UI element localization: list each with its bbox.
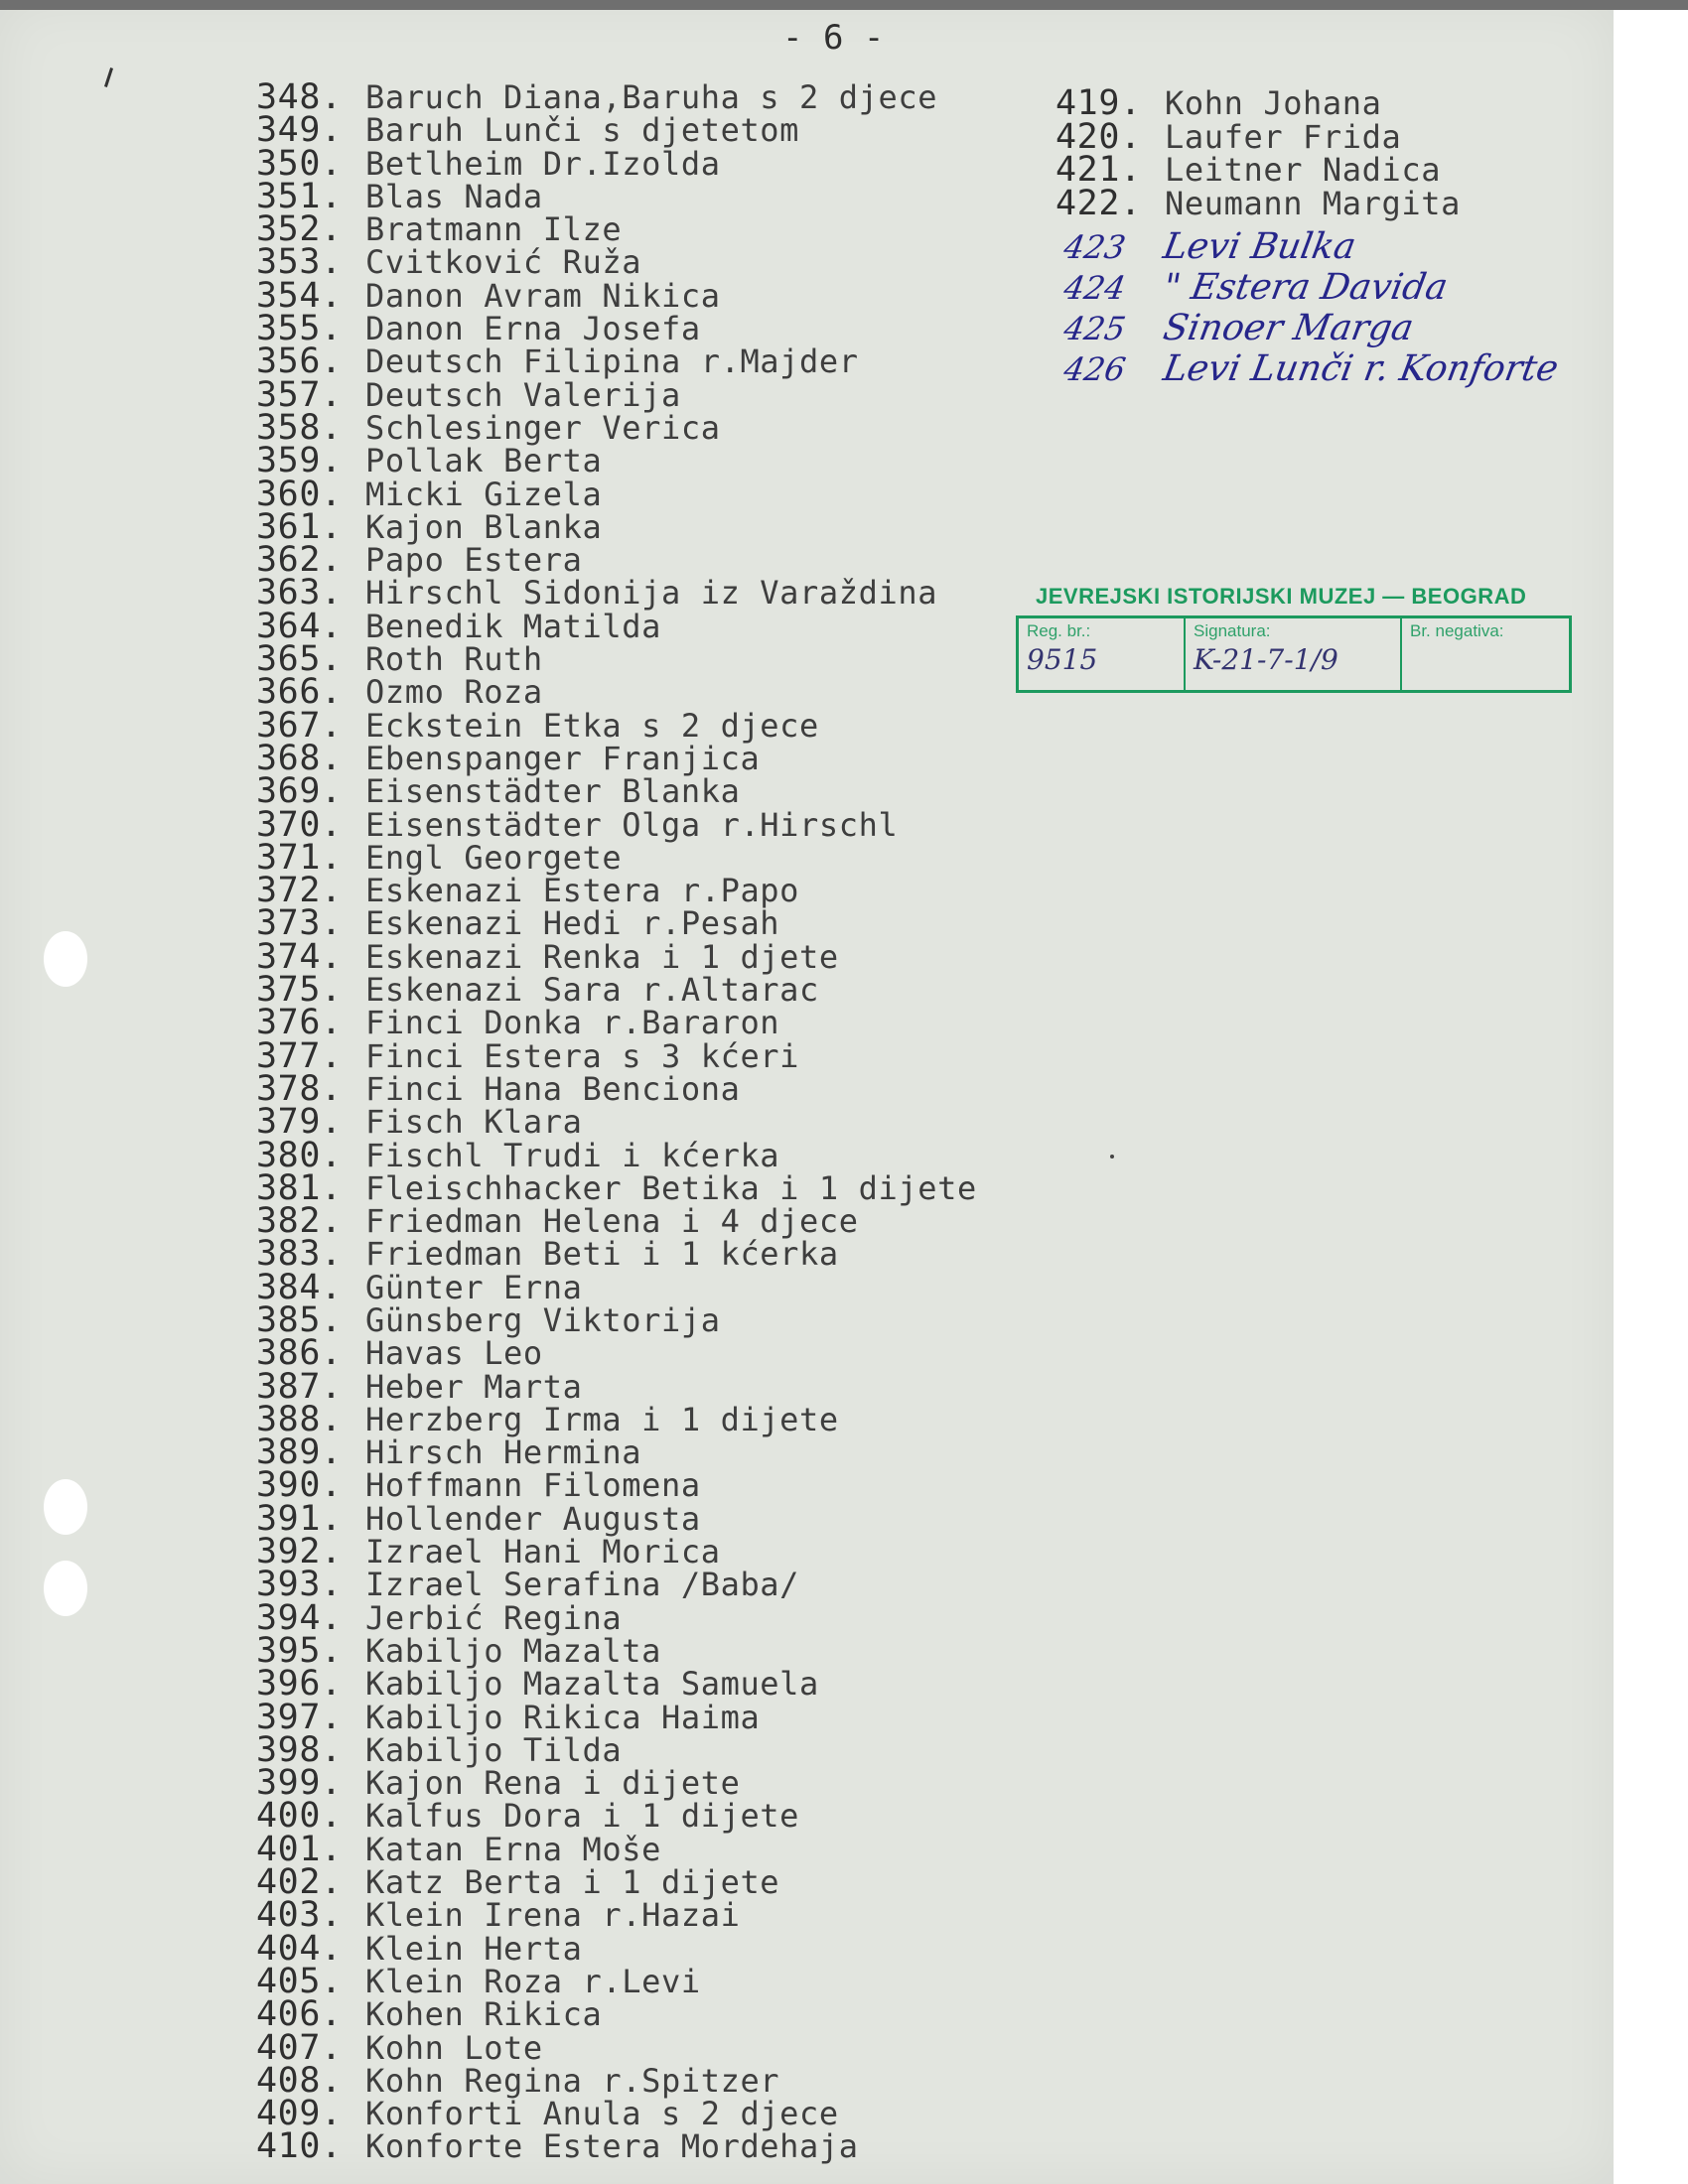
list-item (256, 275, 971, 316)
entry-number: 359. (256, 441, 343, 481)
entry-number: 391. (256, 1498, 343, 1539)
entry-number: 419. (1055, 83, 1142, 123)
entry-name: Konforte Estera Mordehaja (365, 2127, 859, 2166)
list-item (256, 1994, 971, 2035)
stamp-box (1016, 615, 1572, 693)
entry-number: 355. (256, 309, 343, 349)
entry-name: Kabiljo Rikica Haima (365, 1698, 761, 1736)
list-item (256, 407, 971, 448)
entry-number: 381. (256, 1167, 343, 1208)
entry-number: 420. (1055, 116, 1142, 157)
list-item (256, 1465, 971, 1506)
entry-name: Kohen Rikica (365, 1995, 603, 2034)
entry-name: Danon Erna Josefa (365, 310, 701, 348)
entry-name: Danon Avram Nikica (365, 276, 721, 315)
left-name-list (256, 77, 977, 2167)
list-item (1060, 267, 1623, 308)
list-item (256, 606, 971, 646)
handwritten-additions (1060, 226, 1620, 389)
entry-name: Izrael Serafina /Baba/ (365, 1566, 800, 1604)
list-item (256, 1697, 971, 1737)
entry-number: 379. (256, 1102, 343, 1143)
entry-number: 363. (256, 573, 343, 614)
list-item (256, 1829, 971, 1869)
entry-name: Levi Bulka (1160, 226, 1359, 267)
list-item (256, 1630, 971, 1671)
list-item (256, 110, 971, 151)
entry-name: Fleischhacker Betika i 1 dijete (365, 1168, 977, 1207)
list-item (1060, 308, 1623, 348)
entry-number: 367. (256, 705, 343, 746)
entry-name: Neumann Margita (1165, 184, 1461, 222)
list-item (256, 1498, 971, 1539)
entry-name: Blas Nada (365, 177, 543, 215)
entry-name: Bratmann Ilze (365, 210, 623, 249)
list-item (1055, 83, 1612, 123)
entry-number: 354. (256, 275, 343, 316)
entry-number: 386. (256, 1333, 343, 1374)
entry-number: 360. (256, 474, 343, 514)
list-item (256, 1366, 971, 1407)
list-item (256, 1928, 971, 1969)
entry-number: 401. (256, 1829, 343, 1869)
list-item (256, 1961, 971, 2001)
entry-number: 389. (256, 1433, 343, 1473)
stamp-signature-value: K-21-7-1/9 (1194, 643, 1338, 676)
list-item (256, 209, 971, 250)
entry-name: Eskenazi Sara r.Altarac (365, 971, 819, 1010)
entry-number: 403. (256, 1895, 343, 1936)
entry-number: 378. (256, 1068, 343, 1109)
entry-name: Kabiljo Tilda (365, 1730, 623, 1769)
entry-name: Kabiljo Mazalta (365, 1631, 661, 1670)
list-item (1055, 183, 1612, 223)
entry-number: 356. (256, 341, 343, 382)
pencil-mark (104, 68, 113, 87)
entry-number: 399. (256, 1763, 343, 1804)
entry-name: Kalfus Dora i 1 dijete (365, 1797, 800, 1836)
entry-number: 380. (256, 1135, 343, 1175)
stamp-signature-label: Signatura: (1194, 621, 1271, 640)
entry-number: 375. (256, 970, 343, 1011)
entry-number: 361. (256, 506, 343, 547)
entry-number: 404. (256, 1928, 343, 1969)
entry-number: 390. (256, 1465, 343, 1506)
entry-name: Klein Herta (365, 1929, 583, 1968)
entry-name: Eskenazi Estera r.Papo (365, 872, 800, 910)
entry-name: Kohn Lote (365, 2028, 543, 2067)
entry-name: Kohn Johana (1165, 84, 1382, 122)
entry-name: Eckstein Etka s 2 djece (365, 706, 819, 745)
entry-number: 374. (256, 936, 343, 977)
entry-name: Friedman Helena i 4 djece (365, 1202, 859, 1241)
list-item (256, 771, 971, 812)
list-item (256, 1234, 971, 1275)
stamp-reg-cell (1019, 618, 1186, 690)
entry-name: Kajon Blanka (365, 507, 603, 546)
list-item (256, 1135, 971, 1175)
entry-number: 394. (256, 1597, 343, 1638)
list-item (256, 2027, 971, 2068)
list-item (256, 143, 971, 184)
entry-name: Kabiljo Mazalta Samuela (365, 1665, 819, 1704)
entry-name: Günsberg Viktorija (365, 1300, 721, 1339)
entry-number: 387. (256, 1366, 343, 1407)
entry-number: 366. (256, 672, 343, 713)
entry-number: 382. (256, 1201, 343, 1242)
entry-number: 373. (256, 903, 343, 944)
right-name-list (1055, 83, 1612, 223)
stamp-negative-label: Br. negativa: (1410, 621, 1504, 640)
entry-name: Klein Roza r.Levi (365, 1962, 701, 2000)
entry-number: 423 (1060, 228, 1129, 266)
entry-name: Finci Estera s 3 kćeri (365, 1036, 800, 1075)
list-item (256, 1299, 971, 1340)
entry-name: Günter Erna (365, 1268, 583, 1306)
list-item (256, 242, 971, 283)
entry-name: Pollak Berta (365, 442, 603, 480)
entry-name: Izrael Hani Morica (365, 1533, 721, 1571)
ink-dot (1110, 1155, 1114, 1159)
list-item (256, 970, 971, 1011)
entry-name: Katz Berta i 1 dijete (365, 1863, 780, 1902)
list-item (256, 77, 971, 117)
entry-number: 421. (1055, 150, 1142, 190)
entry-name: Ozmo Roza (365, 673, 543, 712)
list-item (1060, 226, 1623, 267)
entry-number: 351. (256, 176, 343, 216)
list-item (1055, 116, 1612, 157)
punch-hole (44, 1561, 87, 1616)
entry-number: 369. (256, 771, 343, 812)
list-item (256, 1729, 971, 1770)
entry-number: 371. (256, 837, 343, 878)
page-number: - 6 - (782, 18, 885, 58)
list-item (256, 2094, 971, 2134)
entry-number: 407. (256, 2027, 343, 2068)
list-item (256, 474, 971, 514)
entry-name: Kajon Rena i dijete (365, 1764, 741, 1803)
entry-number: 395. (256, 1630, 343, 1671)
entry-name: Levi Lunči r. Konforte (1160, 348, 1562, 389)
list-item (256, 441, 971, 481)
list-item (256, 1895, 971, 1936)
museum-stamp (1016, 584, 1572, 693)
entry-name: Eisenstädter Blanka (365, 772, 741, 811)
entry-number: 376. (256, 1003, 343, 1043)
entry-name: Hirschl Sidonija iz Varaždina (365, 574, 938, 613)
entry-number: 385. (256, 1299, 343, 1340)
entry-number: 368. (256, 738, 343, 778)
entry-number: 393. (256, 1565, 343, 1605)
stamp-reg-value: 9515 (1027, 643, 1098, 676)
entry-number: 372. (256, 871, 343, 911)
entry-name: Eskenazi Hedi r.Pesah (365, 904, 780, 943)
list-item (256, 374, 971, 415)
entry-number: 425 (1060, 310, 1129, 347)
entry-name: Cvitković Ruža (365, 243, 642, 282)
entry-name: Eskenazi Renka i 1 djete (365, 937, 839, 976)
list-item (256, 1532, 971, 1572)
list-item (256, 871, 971, 911)
entry-number: 357. (256, 374, 343, 415)
list-item (256, 1399, 971, 1439)
entry-number: 406. (256, 1994, 343, 2035)
stamp-signature-cell (1186, 618, 1402, 690)
entry-name: Micki Gizela (365, 475, 603, 513)
list-item (256, 639, 971, 680)
list-item (256, 540, 971, 581)
entry-number: 365. (256, 639, 343, 680)
scan-top-edge (0, 0, 1688, 10)
entry-name: Kohn Regina r.Spitzer (365, 2061, 780, 2100)
entry-number: 410. (256, 2126, 343, 2167)
punch-hole (44, 931, 87, 987)
stamp-negative-cell (1402, 618, 1569, 690)
entry-number: 408. (256, 2060, 343, 2101)
list-item (256, 903, 971, 944)
entry-number: 402. (256, 1862, 343, 1903)
entry-number: 409. (256, 2094, 343, 2134)
entry-number: 426 (1060, 350, 1129, 388)
entry-name: Sinoer Marga (1160, 308, 1417, 348)
entry-name: Engl Georgete (365, 838, 623, 877)
entry-number: 405. (256, 1961, 343, 2001)
list-item (256, 837, 971, 878)
entry-number: 353. (256, 242, 343, 283)
entry-name: Betlheim Dr.Izolda (365, 144, 721, 183)
list-item (1060, 348, 1623, 389)
list-item (1055, 150, 1612, 190)
list-item (256, 936, 971, 977)
list-item (256, 176, 971, 216)
entry-name: Schlesinger Verica (365, 408, 721, 447)
entry-number: 384. (256, 1267, 343, 1307)
punch-hole (44, 1479, 87, 1535)
entry-number: 397. (256, 1697, 343, 1737)
entry-name: Hirsch Hermina (365, 1433, 642, 1472)
entry-number: 362. (256, 540, 343, 581)
entry-number: 388. (256, 1399, 343, 1439)
list-item (256, 1003, 971, 1043)
entry-number: 350. (256, 143, 343, 184)
entry-number: 396. (256, 1664, 343, 1705)
entry-number: 424 (1060, 269, 1129, 307)
list-item (256, 1763, 971, 1804)
entry-name: Fisch Klara (365, 1103, 583, 1142)
entry-name: Papo Estera (365, 541, 583, 580)
entry-number: 422. (1055, 183, 1142, 223)
list-item (256, 1102, 971, 1143)
entry-name: Hollender Augusta (365, 1499, 701, 1538)
stamp-title: JEVREJSKI ISTORIJSKI MUZEJ — BEOGRAD (1036, 584, 1527, 609)
list-item (256, 672, 971, 713)
entry-name: Finci Hana Benciona (365, 1069, 741, 1108)
entry-name: Laufer Frida (1165, 117, 1402, 156)
entry-name: Leitner Nadica (1165, 151, 1442, 189)
entry-name: Deutsch Valerija (365, 375, 681, 414)
entry-name: Klein Irena r.Hazai (365, 1896, 741, 1935)
entry-name: Baruch Diana,Baruha s 2 djece (365, 78, 938, 116)
list-item (256, 1664, 971, 1705)
list-item (256, 1796, 971, 1837)
list-item (256, 2060, 971, 2101)
entry-name: Hoffmann Filomena (365, 1466, 701, 1505)
list-item (256, 309, 971, 349)
list-item (256, 1433, 971, 1473)
entry-number: 377. (256, 1035, 343, 1076)
list-item (256, 506, 971, 547)
entry-name: Jerbić Regina (365, 1598, 623, 1637)
entry-number: 398. (256, 1729, 343, 1770)
entry-name: Heber Marta (365, 1367, 583, 1406)
stamp-reg-label: Reg. br.: (1027, 621, 1091, 640)
list-item (256, 1597, 971, 1638)
list-item (256, 2126, 971, 2167)
list-item (256, 804, 971, 845)
entry-name: Herzberg Irma i 1 dijete (365, 1400, 839, 1438)
entry-name: Havas Leo (365, 1334, 543, 1373)
entry-number: 352. (256, 209, 343, 250)
entry-number: 349. (256, 110, 343, 151)
entry-name: Roth Ruth (365, 640, 543, 679)
list-item (256, 1201, 971, 1242)
entry-number: 370. (256, 804, 343, 845)
list-item (256, 1267, 971, 1307)
entry-number: 364. (256, 606, 343, 646)
entry-number: 392. (256, 1532, 343, 1572)
list-item (256, 341, 971, 382)
entry-name: Ebenspanger Franjica (365, 739, 761, 777)
entry-name: Deutsch Filipina r.Majder (365, 342, 859, 381)
entry-name: Konforti Anula s 2 djece (365, 2095, 839, 2133)
entry-name: " Estera Davida (1160, 267, 1451, 308)
list-item (256, 1333, 971, 1374)
list-item (256, 1068, 971, 1109)
list-item (256, 738, 971, 778)
entry-name: Friedman Beti i 1 kćerka (365, 1235, 839, 1274)
entry-name: Eisenstädter Olga r.Hirschl (365, 805, 899, 844)
list-item (256, 1862, 971, 1903)
entry-name: Katan Erna Moše (365, 1830, 661, 1868)
list-item (256, 1035, 971, 1076)
entry-name: Baruh Lunči s djetetom (365, 111, 800, 150)
list-item (256, 573, 971, 614)
list-item (256, 1565, 971, 1605)
list-item (256, 705, 971, 746)
entry-number: 358. (256, 407, 343, 448)
entry-number: 383. (256, 1234, 343, 1275)
entry-number: 348. (256, 77, 343, 117)
entry-number: 400. (256, 1796, 343, 1837)
entry-name: Benedik Matilda (365, 607, 661, 645)
entry-name: Finci Donka r.Bararon (365, 1004, 780, 1042)
list-item (256, 1167, 977, 1208)
entry-name: Fischl Trudi i kćerka (365, 1136, 780, 1174)
